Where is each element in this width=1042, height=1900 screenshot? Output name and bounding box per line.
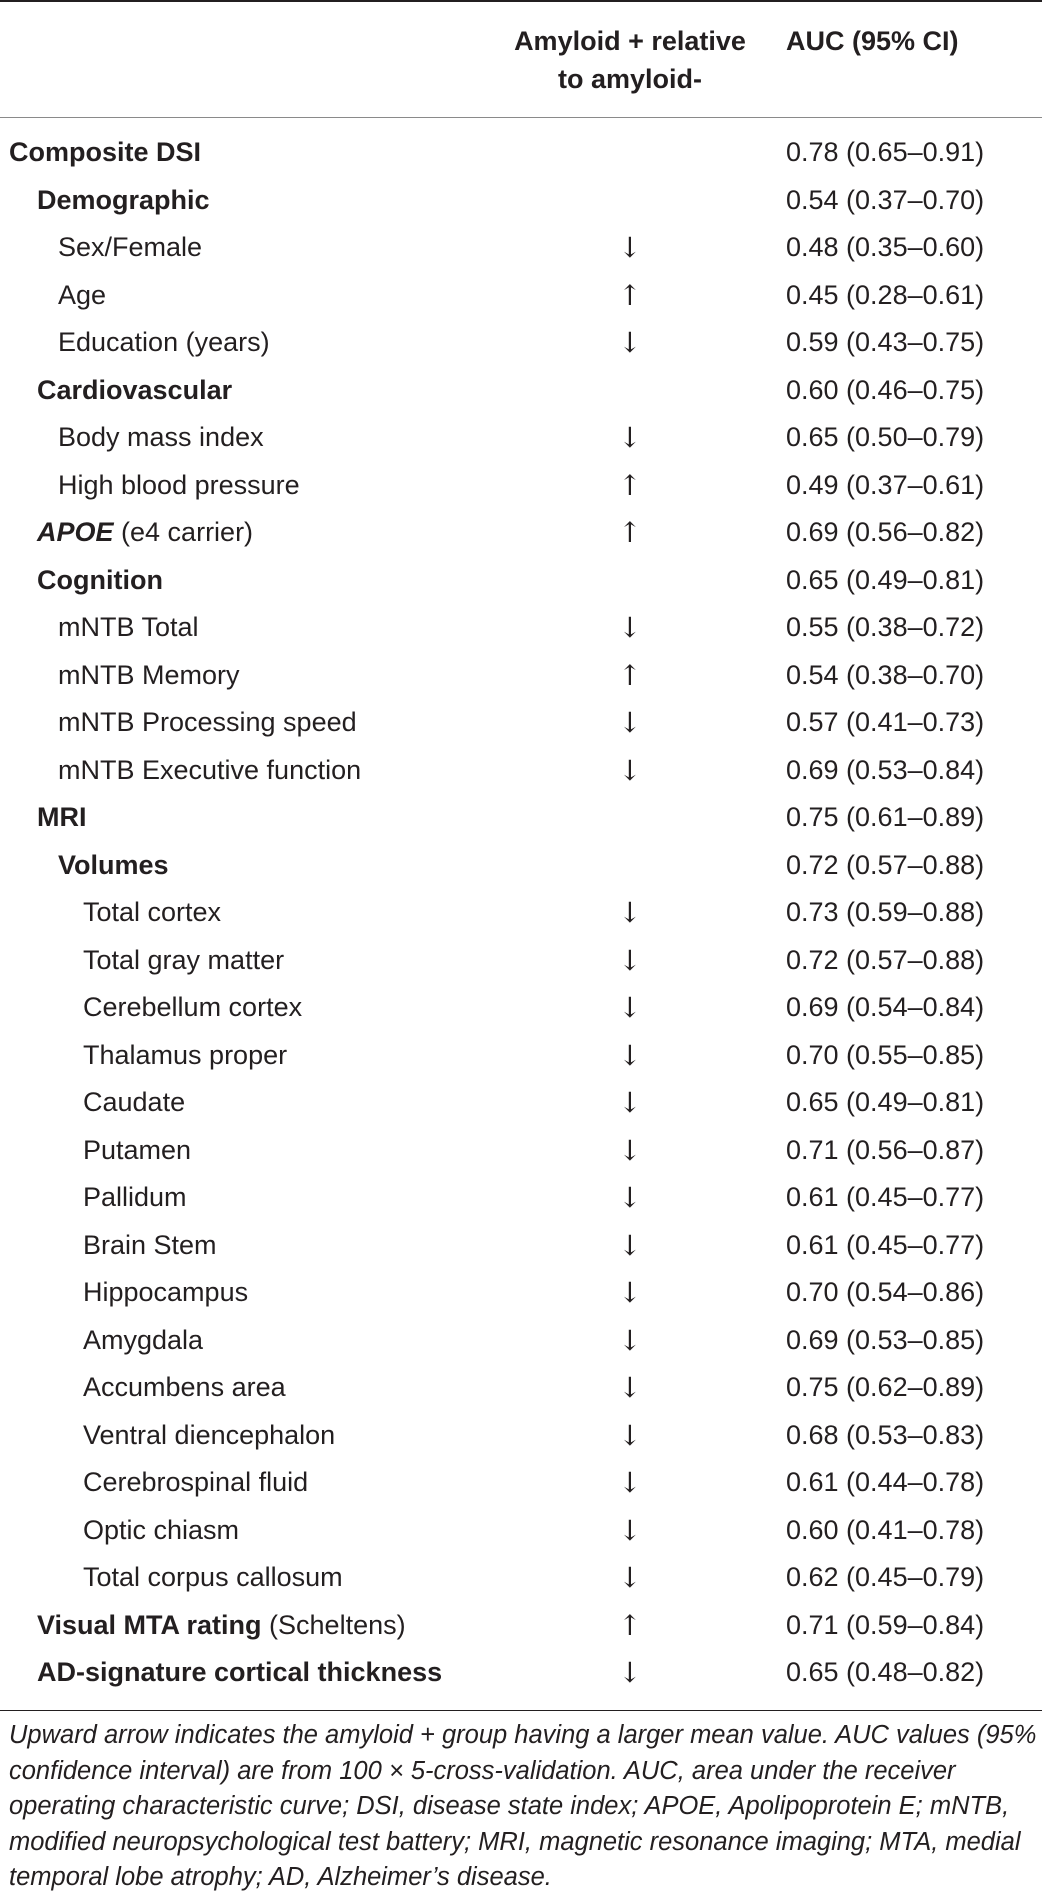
direction-arrow: ↓ (618, 1133, 642, 1167)
row-label: Education (years) (58, 327, 270, 357)
direction-arrow: ↓ (618, 1656, 642, 1689)
direction-arrow: ↓ (618, 753, 642, 787)
row-label: mNTB Executive function (58, 754, 362, 785)
table-row (0, 889, 1042, 937)
table-header (0, 22, 1042, 112)
row-label (37, 1602, 406, 1650)
auc-column-header: AUC (95% CI) (786, 26, 959, 56)
table-row (0, 462, 1042, 510)
table-row (0, 1412, 1042, 1460)
direction-arrow: ↓ (618, 1181, 642, 1214)
table-row (0, 272, 1042, 320)
direction-header-line2: to amyloid- (557, 64, 702, 94)
row-label: Cerebrospinal fluid (83, 1467, 309, 1497)
auc-value: 0.48 (0.35–0.60) (786, 232, 985, 262)
row-label: Caudate (83, 1087, 186, 1117)
row-label: Composite DSI (9, 137, 202, 167)
auc-value: 0.62 (0.45–0.79) (786, 1562, 985, 1592)
auc-value: 0.70 (0.55–0.85) (786, 1039, 985, 1070)
direction-arrow: ↓ (618, 1323, 642, 1357)
table-row (0, 1079, 1042, 1127)
header-rule (0, 117, 1042, 118)
apoe-label: APOE (37, 517, 114, 547)
table-row (0, 177, 1042, 225)
auc-value: 0.65 (0.49–0.81) (786, 564, 985, 595)
direction-arrow: ↓ (618, 421, 642, 454)
table-row (0, 1174, 1042, 1222)
row-label: Total corpus callosum (83, 1562, 343, 1592)
direction-arrow: ↓ (618, 1561, 642, 1594)
auc-value: 0.71 (0.56–0.87) (786, 1134, 985, 1165)
row-label (37, 509, 253, 557)
table-row (0, 842, 1042, 890)
row-label: Cardiovascular (37, 374, 233, 405)
auc-value: 0.71 (0.59–0.84) (786, 1609, 985, 1640)
bottom-rule (0, 1710, 1042, 1711)
table-row (0, 1032, 1042, 1080)
table-row (0, 1459, 1042, 1507)
row-label: mNTB Memory (58, 659, 240, 690)
table-row (0, 794, 1042, 842)
mta-label: Visual MTA rating (37, 1609, 262, 1640)
direction-arrow: ↓ (618, 991, 642, 1024)
direction-arrow: ↑ (618, 278, 642, 312)
table-row (0, 937, 1042, 985)
table-row (0, 509, 1042, 557)
auc-value: 0.55 (0.38–0.72) (786, 612, 985, 642)
table-row (0, 414, 1042, 462)
table-row (0, 984, 1042, 1032)
row-label: Ventral diencephalon (83, 1419, 336, 1450)
auc-value: 0.70 (0.54–0.86) (786, 1277, 985, 1307)
auc-value: 0.78 (0.65–0.91) (786, 137, 985, 167)
row-label: Accumbens area (83, 1372, 286, 1402)
auc-value: 0.69 (0.53–0.84) (786, 754, 985, 785)
auc-value: 0.75 (0.61–0.89) (786, 802, 985, 832)
table-row (0, 1127, 1042, 1175)
auc-value: 0.61 (0.44–0.78) (786, 1467, 985, 1497)
table-row (0, 1317, 1042, 1365)
direction-arrow: ↑ (618, 1608, 642, 1642)
direction-column-header (474, 22, 786, 98)
table-row (0, 319, 1042, 367)
auc-value: 0.65 (0.48–0.82) (786, 1657, 985, 1687)
table-row (0, 1649, 1042, 1697)
row-label: Amygdala (83, 1324, 204, 1355)
direction-arrow: ↓ (618, 231, 642, 264)
direction-arrow: ↓ (618, 1371, 642, 1404)
direction-arrow: ↑ (618, 658, 642, 692)
table-row (0, 1269, 1042, 1317)
table-row (0, 1507, 1042, 1555)
table-row (0, 1602, 1042, 1650)
direction-arrow: ↑ (618, 468, 642, 502)
direction-header-line1: Amyloid + relative (514, 26, 746, 56)
direction-arrow: ↓ (618, 1228, 642, 1262)
table-row (0, 1554, 1042, 1602)
auc-value: 0.68 (0.53–0.83) (786, 1419, 985, 1450)
direction-arrow: ↓ (618, 1276, 642, 1309)
auc-value: 0.49 (0.37–0.61) (786, 469, 985, 500)
table-row (0, 699, 1042, 747)
auc-value: 0.72 (0.57–0.88) (786, 849, 985, 880)
row-label: Cognition (37, 564, 163, 595)
direction-arrow: ↓ (618, 1513, 642, 1547)
direction-arrow: ↓ (618, 611, 642, 644)
row-label: Thalamus proper (83, 1039, 288, 1070)
table-row (0, 604, 1042, 652)
auc-value: 0.57 (0.41–0.73) (786, 707, 985, 737)
auc-value: 0.45 (0.28–0.61) (786, 279, 985, 310)
direction-arrow: ↑ (618, 516, 642, 549)
auc-value: 0.59 (0.43–0.75) (786, 327, 985, 357)
row-label: Demographic (37, 184, 210, 215)
auc-value: 0.60 (0.46–0.75) (786, 374, 985, 405)
table-body (0, 129, 1042, 1697)
direction-arrow: ↓ (618, 1466, 642, 1499)
table-row (0, 1222, 1042, 1270)
auc-value: 0.69 (0.54–0.84) (786, 992, 985, 1022)
table-row (0, 747, 1042, 795)
row-label: mNTB Total (58, 612, 199, 642)
row-label: Cerebellum cortex (83, 992, 303, 1022)
row-label: Pallidum (83, 1182, 187, 1212)
row-label: Total gray matter (83, 944, 285, 975)
auc-value: 0.73 (0.59–0.88) (786, 897, 985, 927)
row-label: Hippocampus (83, 1277, 249, 1307)
auc-value: 0.65 (0.49–0.81) (786, 1087, 985, 1117)
auc-value: 0.69 (0.53–0.85) (786, 1324, 985, 1355)
auc-value: 0.54 (0.38–0.70) (786, 659, 985, 690)
row-label: Brain Stem (83, 1229, 217, 1260)
table-row (0, 224, 1042, 272)
table-row (0, 129, 1042, 177)
table-footnote: Upward arrow indicates the amyloid + group having a larger mean value. AUC values (95% confidence interval) are from 100 × 5-cross-validation. AUC, area under the receiver operating characteristic curve; DSI, disease state index; APOE, Apolipoprotein E; mNTB, modified neuropsychological test battery; MRI, magnetic resonance imaging; MTA, medial temporal lobe atrophy; AD, Alzheimer’s disease. (9, 1721, 1037, 1891)
row-label: Putamen (83, 1134, 192, 1165)
direction-arrow: ↓ (618, 1418, 642, 1452)
direction-arrow: ↓ (618, 943, 642, 977)
auc-value: 0.61 (0.45–0.77) (786, 1229, 985, 1260)
row-label: mNTB Processing speed (58, 707, 357, 737)
auc-value: 0.54 (0.37–0.70) (786, 184, 985, 215)
auc-value: 0.69 (0.56–0.82) (786, 517, 985, 547)
direction-arrow: ↓ (618, 326, 642, 359)
table-row (0, 1364, 1042, 1412)
table-row (0, 367, 1042, 415)
direction-arrow: ↓ (618, 1038, 642, 1072)
direction-arrow: ↓ (618, 706, 642, 739)
auc-value: 0.72 (0.57–0.88) (786, 944, 985, 975)
auc-value: 0.61 (0.45–0.77) (786, 1182, 985, 1212)
row-label: Body mass index (58, 422, 264, 452)
auc-value: 0.75 (0.62–0.89) (786, 1372, 985, 1402)
row-label: Optic chiasm (83, 1514, 240, 1545)
row-label: AD-signature cortical thickness (37, 1657, 443, 1687)
mta-label-suffix: (Scheltens) (261, 1609, 406, 1640)
top-rule (0, 0, 1042, 2)
auc-value: 0.60 (0.41–0.78) (786, 1514, 985, 1545)
table-row (0, 557, 1042, 605)
direction-arrow: ↓ (618, 1086, 642, 1119)
row-label: Sex/Female (58, 232, 203, 262)
direction-arrow: ↓ (618, 896, 642, 929)
table-row (0, 652, 1042, 700)
auc-value: 0.65 (0.50–0.79) (786, 422, 985, 452)
row-label: High blood pressure (58, 469, 300, 500)
row-label: MRI (37, 802, 87, 832)
row-label: Age (58, 279, 107, 310)
apoe-label-suffix: (e4 carrier) (113, 517, 254, 547)
row-label: Volumes (58, 849, 169, 880)
row-label: Total cortex (83, 897, 222, 927)
